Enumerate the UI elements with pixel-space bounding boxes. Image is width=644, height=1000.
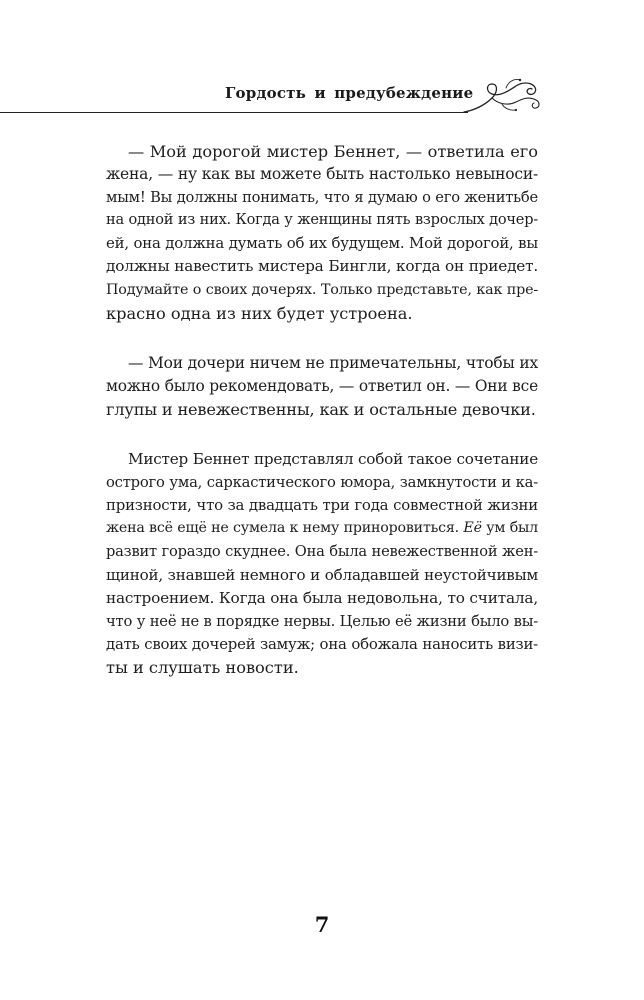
text-line: жена, — ну как вы можете быть настолько невыноси- [106,165,538,184]
text-line: настроением. Когда она была недовольна, то считала, [106,588,538,607]
text-line: мым! Вы должны понимать, что я думаю о его женитьбе [106,189,538,207]
text-line: дать своих дочерей замуж; она обожала наносить визи- [106,634,538,653]
text-line: развит гораздо скуднее. Она была невежественной жен- [106,543,538,561]
body-text [106,140,538,706]
header-rule [0,112,468,113]
text-line: что у неё не в порядке нервы. Целью её жизни было вы- [106,612,538,630]
text-line-mixed [106,517,538,540]
paragraph-1 [106,140,538,325]
text-line: красно одна из них будет устроена. [106,303,413,323]
text-line: — Мой дорогой мистер Беннет, — ответила его [128,142,538,161]
text-line: на одной из них. Когда у женщины пять взрослых дочер- [106,212,538,229]
text-line: призности, что за двадцать три года совместной жизни [106,496,538,515]
page-number: 7 [314,912,330,937]
text-line: глупы и невежественны, как и остальные девочки. [106,399,536,419]
text-line: ты и слушать новости. [106,657,299,677]
running-title: Гордость и предубеждение [225,84,474,102]
running-header [0,72,644,118]
ornament-flourish-icon [462,74,544,116]
text-run: жена всё ещё не сумела к нему приноровиться. [106,520,459,537]
italic-word: Её [463,520,482,537]
text-line: Мистер Беннет представлял собой такое сочетание [128,450,538,469]
paragraph-3 [106,448,538,679]
text-line: можно было рекомендовать, — ответил он. — Они все [106,376,538,395]
text-line: острого ума, саркастического юмора, замкнутости и ка- [106,474,538,492]
paragraph-2 [106,352,538,421]
text-line: ей, она должна думать об их будущем. Мой дорогой, вы [106,234,538,253]
text-line: щиной, знавшей немного и обладавшей неустойчивым [106,565,538,584]
text-line: — Мои дочери ничем не примечательны, чтобы их [128,353,538,372]
text-line: должны навестить мистера Бингли, когда он приедет. [106,257,538,276]
text-line: Подумайте о своих дочерях. Только представьте, как пре- [106,281,538,298]
text-run: ум был [481,520,538,537]
